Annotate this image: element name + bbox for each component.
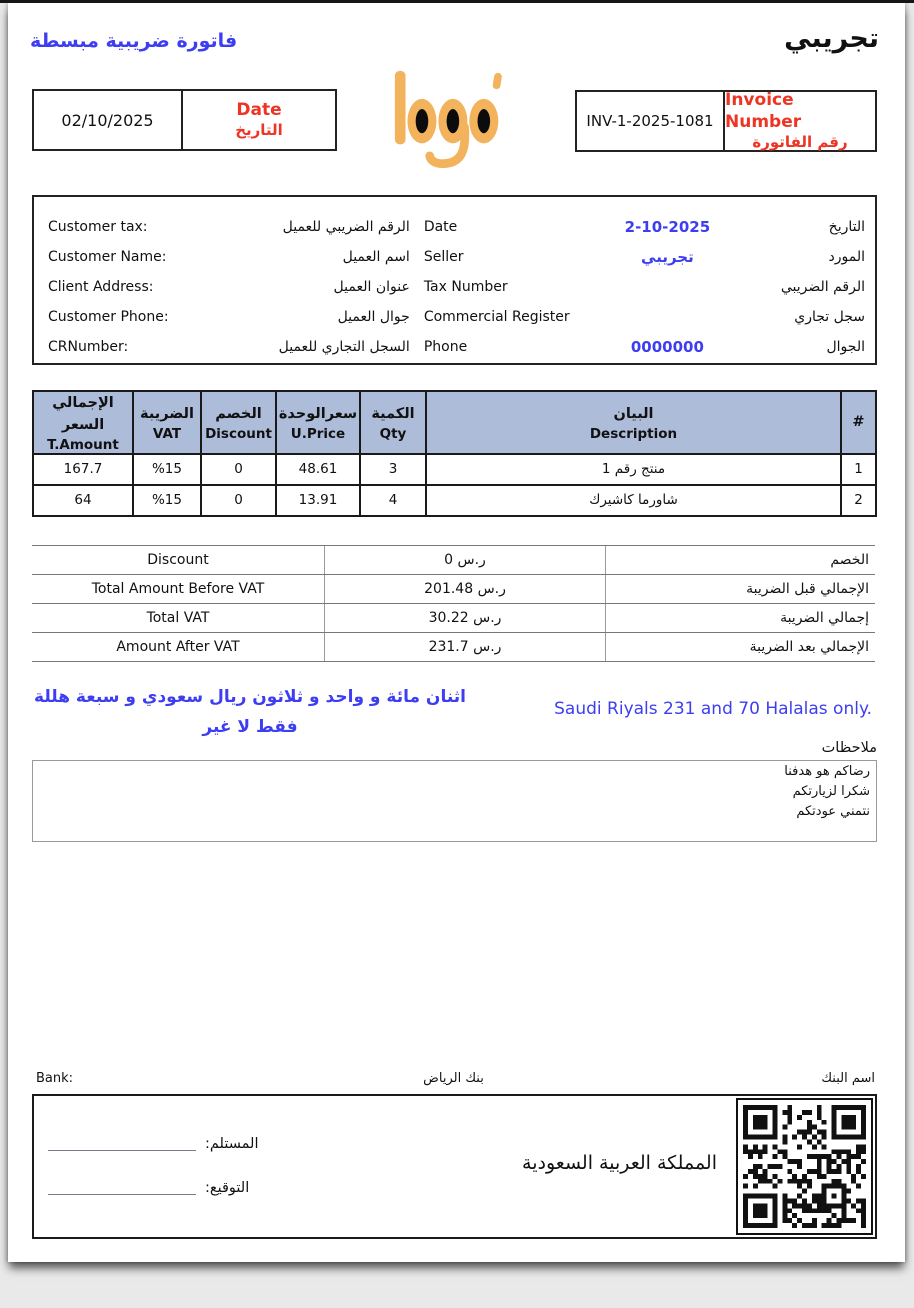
customer-row (48, 332, 424, 362)
totals-row-after-vat (32, 633, 875, 662)
totals-row-discount (32, 546, 875, 575)
seller-row (424, 302, 865, 332)
customer-phone-label-ar: جوال العميل (337, 309, 410, 325)
amount-in-words-en: Saudi Riyals 231 and 70 Halalas only. (554, 699, 872, 719)
date-label-ar: التاريخ (235, 121, 283, 140)
invoice-number-label-ar: رقم الفاتورة (752, 133, 848, 152)
qr-code (736, 1098, 873, 1235)
signature-line (48, 1194, 196, 1195)
note-line: شكرا لزيارتكم (792, 784, 870, 800)
customer-row (48, 302, 424, 332)
top-border-bar (0, 0, 914, 3)
bank-label-en: Bank: (36, 1071, 74, 1086)
document-type-title: فاتورة ضريبية مبسطة (30, 30, 238, 52)
item-row (33, 454, 876, 485)
totals-before-vat-label-ar: الإجمالي قبل الضريبة (746, 581, 869, 597)
date-box (32, 89, 337, 151)
company-logo-icon (392, 67, 508, 171)
invoice-number-label (725, 92, 875, 150)
seller-date-value: 2-10-2025 (624, 218, 711, 236)
seller-row (424, 212, 865, 242)
cr-number-label-ar: السجل التجاري للعميل (278, 339, 410, 355)
seller-tax-label-en: Tax Number (423, 279, 508, 295)
client-address-label-en: Client Address: (48, 279, 154, 295)
item-num: 2 (841, 485, 876, 516)
totals-after-vat-label-ar: الإجمالي بعد الضريبة (749, 639, 869, 655)
totals-vat-label-ar: إجمالي الضريبة (780, 610, 869, 626)
seller-phone-label-ar: الجوال (826, 339, 865, 355)
customer-row (48, 272, 424, 302)
note-line: نتمني عودتكم (796, 804, 870, 820)
date-label-en: Date (236, 100, 282, 121)
bank-name-value: بنك الرياض (423, 1071, 484, 1086)
item-discount: 0 (201, 485, 276, 516)
seller-name-label-en: Seller (423, 249, 464, 265)
customer-column (48, 212, 424, 353)
notes-box (32, 760, 877, 842)
totals-table (32, 545, 875, 662)
brand-title: تجريبي (784, 23, 879, 54)
customer-row (48, 212, 424, 242)
customer-name-label-en: Customer Name: (48, 249, 167, 265)
item-unit-price: 48.61 (276, 454, 360, 485)
seller-phone-label-en: Phone (423, 339, 468, 355)
col-header-description: البيان Description (426, 391, 841, 454)
amount-in-words-ar: اثنان مائة و واحد و ثلاثون ريال سعودي و سبعة هللة فقط لا غير (34, 687, 466, 737)
invoice-page (8, 3, 905, 1262)
item-unit-price: 13.91 (276, 485, 360, 516)
bank-row (32, 1071, 875, 1089)
parties-info-box (32, 195, 877, 365)
seller-name-value: تجريبي (641, 248, 694, 266)
col-header-unit-price: سعرالوحدة U.Price (276, 391, 360, 454)
invoice-number-label-en: Invoice Number (725, 90, 802, 133)
totals-vat-label-en: Total VAT (32, 604, 325, 632)
seller-phone-value: 0000000 (630, 338, 704, 356)
item-vat: %15 (133, 485, 201, 516)
totals-before-vat-value: 201.48 ر.س (325, 575, 606, 603)
col-header-vat: الضريبة VAT (133, 391, 201, 454)
col-header-qty: الكمية Qty (360, 391, 426, 454)
note-line: رضاكم هو هدفنا (784, 764, 870, 779)
cr-number-label-en: CRNumber: (48, 339, 129, 355)
item-total: 64 (33, 485, 133, 516)
receiver-line (48, 1150, 196, 1151)
date-value: 02/10/2025 (34, 91, 183, 149)
client-address-label-ar: عنوان العميل (333, 279, 410, 295)
col-header-num: # (841, 391, 876, 454)
items-table-wrapper (32, 390, 877, 517)
seller-date-label-ar: التاريخ (828, 219, 865, 235)
items-header-row (33, 391, 876, 454)
item-row (33, 485, 876, 516)
bank-label-ar: اسم البنك (821, 1071, 875, 1086)
customer-tax-label-en: Customer tax: (48, 219, 148, 235)
seller-date-label-en: Date (423, 219, 458, 235)
notes-label: ملاحظات (821, 740, 877, 756)
item-qty: 4 (360, 485, 426, 516)
seller-cr-label-ar: سجل تجاري (794, 309, 865, 325)
seller-tax-label-ar: الرقم الضريبي (780, 279, 865, 295)
date-label (183, 91, 335, 149)
customer-row (48, 242, 424, 272)
seller-column (423, 212, 865, 356)
item-description: منتج رقم 1 (426, 454, 841, 485)
invoice-number-value: INV-1-2025-1081 (577, 92, 725, 150)
customer-phone-label-en: Customer Phone: (48, 309, 169, 325)
customer-tax-label-ar: الرقم الضريبي للعميل (282, 219, 410, 235)
totals-discount-label-ar: الخصم (830, 552, 869, 568)
invoice-number-box (575, 90, 877, 152)
totals-after-vat-value: 231.7 ر.س (325, 633, 606, 661)
signature-label: التوقيع: (205, 1180, 250, 1196)
totals-vat-value: 30.22 ر.س (325, 604, 606, 632)
totals-row-vat (32, 604, 875, 633)
col-header-discount: الخصم Discount (201, 391, 276, 454)
item-vat: %15 (133, 454, 201, 485)
totals-before-vat-label-en: Total Amount Before VAT (32, 575, 325, 603)
item-qty: 3 (360, 454, 426, 485)
seller-row (424, 332, 865, 362)
totals-discount-label-en: Discount (32, 546, 325, 574)
totals-after-vat-label-en: Amount After VAT (32, 633, 325, 661)
item-total: 167.7 (33, 454, 133, 485)
customer-name-label-ar: اسم العميل (342, 249, 410, 265)
signature-box (32, 1094, 877, 1239)
item-num: 1 (841, 454, 876, 485)
item-description: شاورما كاشيرك (426, 485, 841, 516)
seller-row (424, 242, 865, 272)
col-header-total: الإجمالي السعر T.Amount (33, 391, 133, 454)
totals-discount-value: 0 ر.س (325, 546, 606, 574)
item-discount: 0 (201, 454, 276, 485)
items-table (32, 390, 877, 517)
totals-row-before-vat (32, 575, 875, 604)
country-text: المملكة العربية السعودية (522, 1152, 717, 1174)
seller-cr-label-en: Commercial Register (423, 309, 570, 325)
seller-row (424, 272, 865, 302)
seller-name-label-ar: المورد (828, 249, 865, 265)
receiver-label: المستلم: (205, 1136, 259, 1152)
